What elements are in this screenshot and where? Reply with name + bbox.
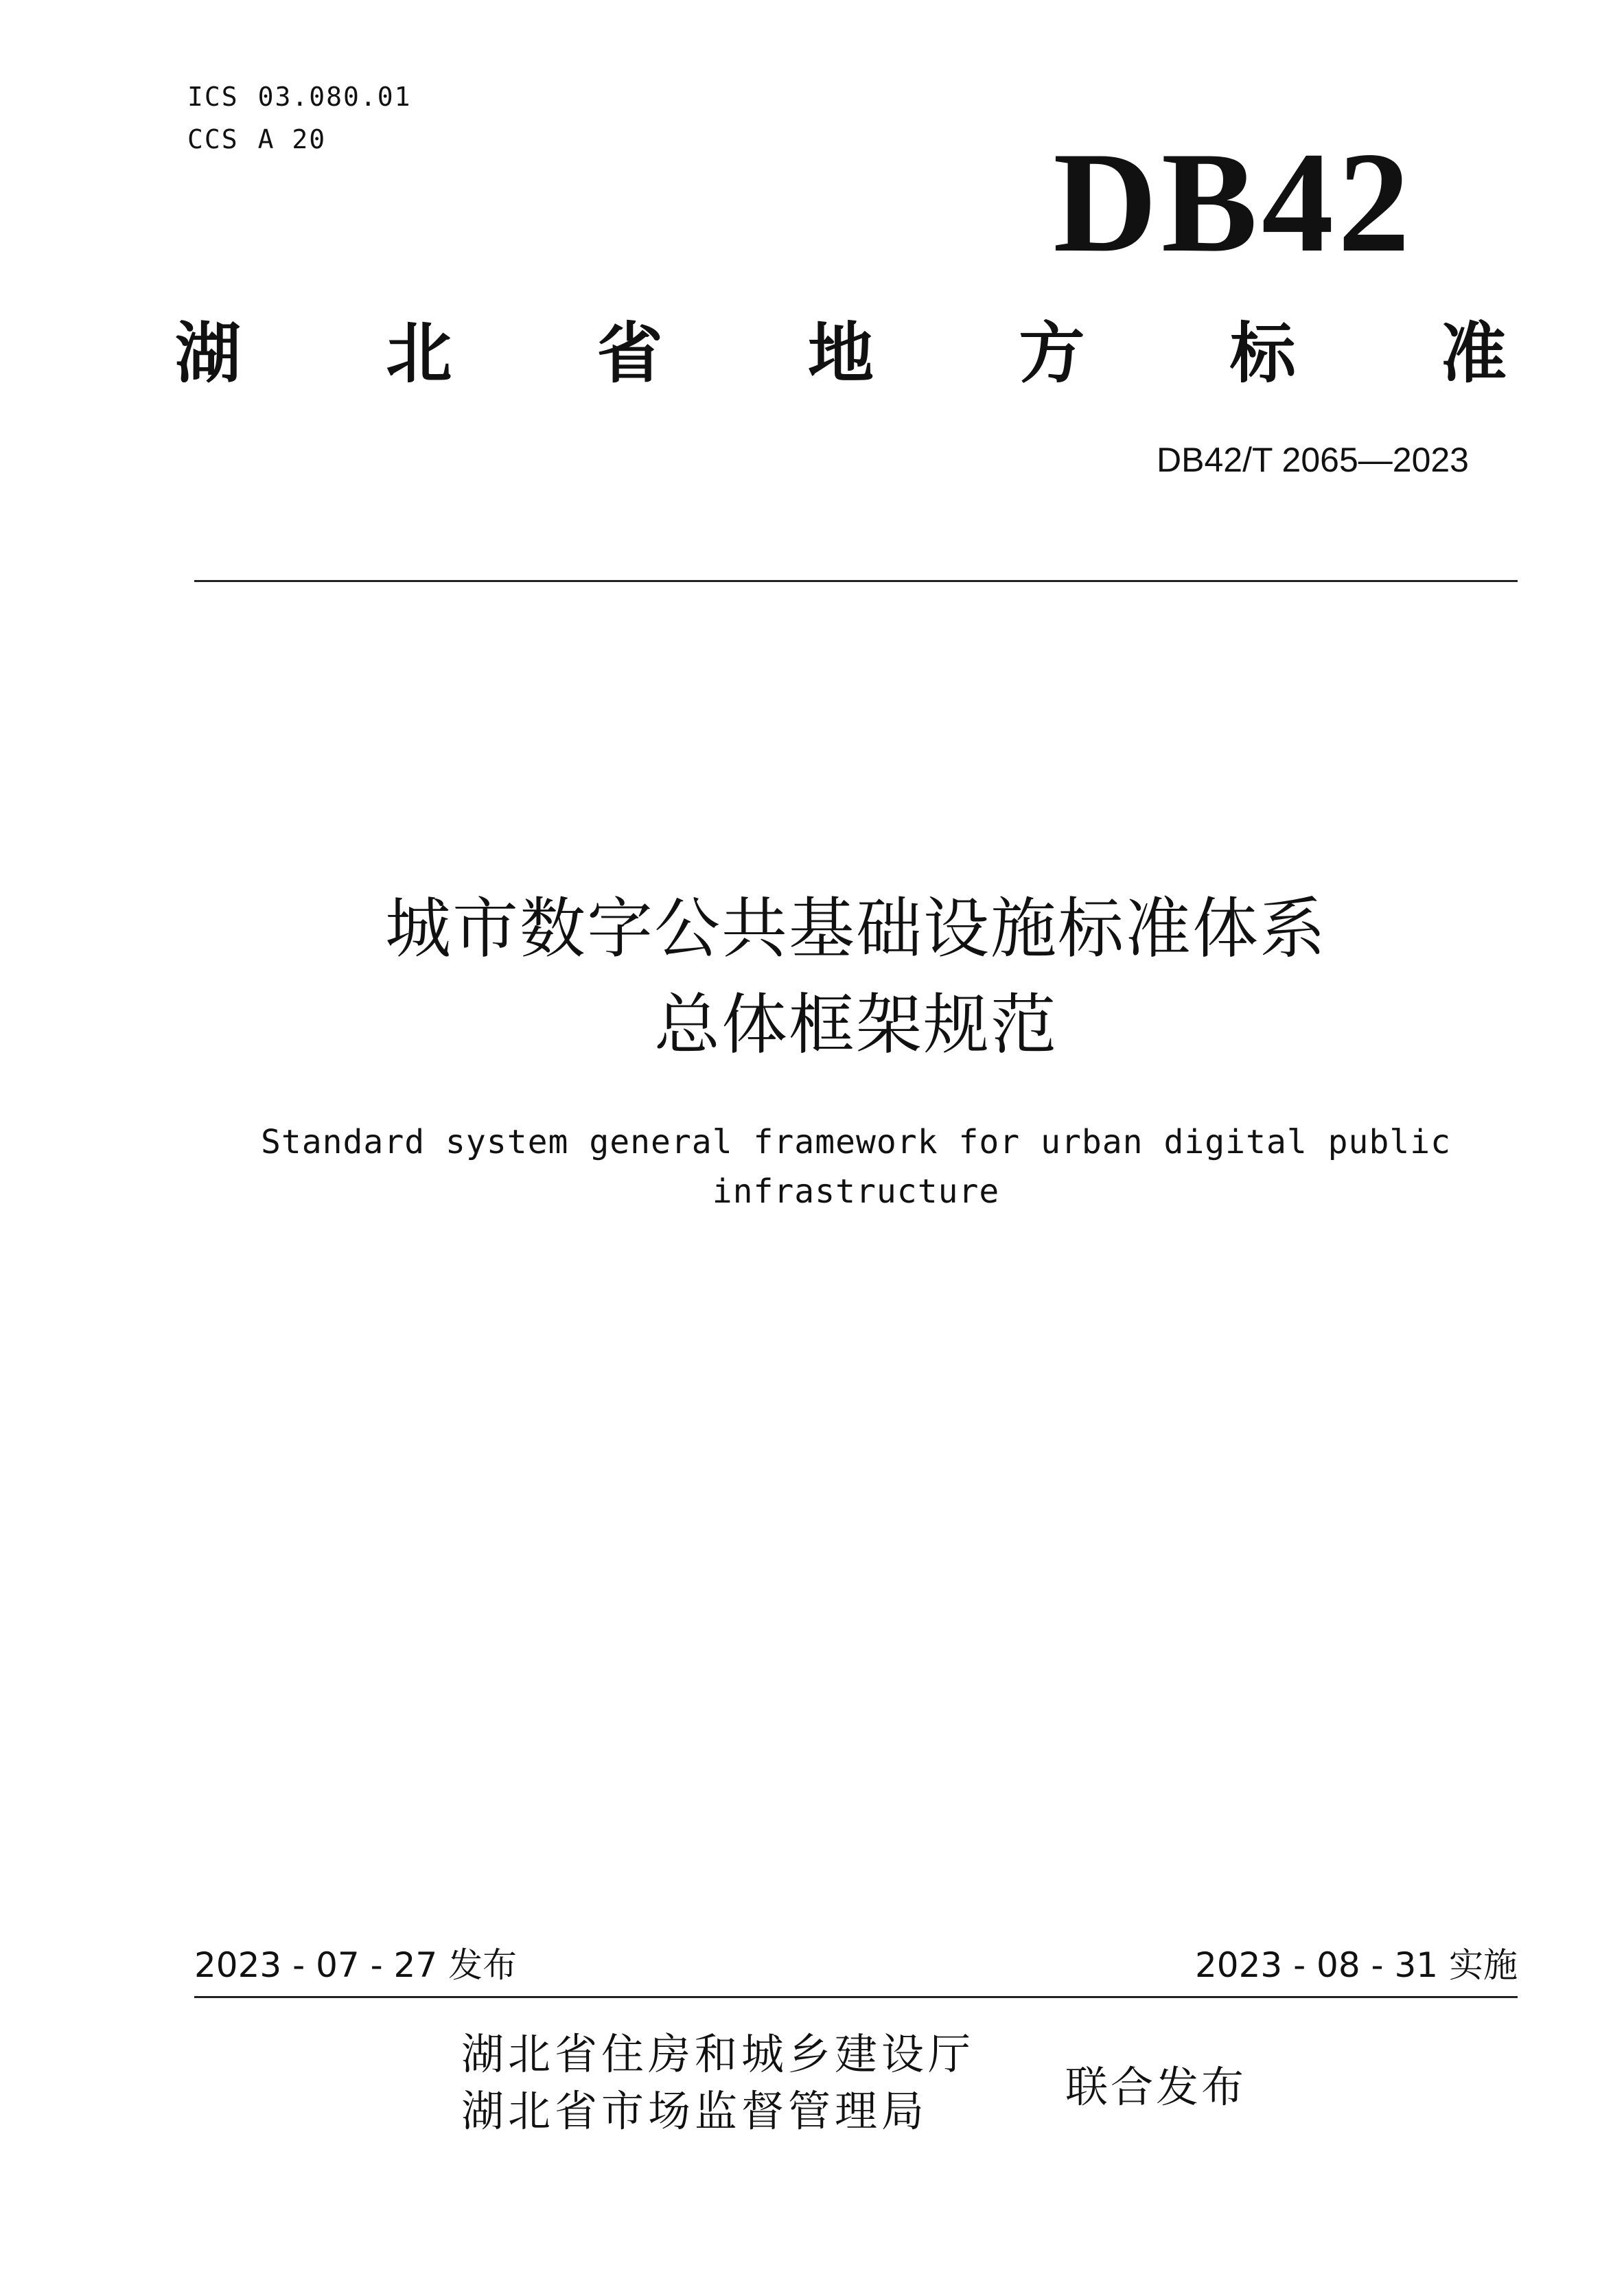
banner-char: 省 [596, 315, 663, 392]
ccs-label: CCS [187, 124, 239, 154]
issuer-line1: 湖北省住房和城乡建设厅 [461, 2029, 975, 2079]
bottom-divider [194, 1996, 1518, 1998]
title-cn-line2: 总体框架规范 [654, 986, 1058, 1063]
banner-char: 湖 [175, 315, 241, 392]
title-en-line2: infrastructure [712, 1172, 1000, 1211]
banner-char: 准 [1440, 315, 1507, 392]
ccs-value: A 20 [257, 124, 327, 154]
banner-char: 方 [1019, 315, 1085, 392]
banner-char: 北 [386, 315, 452, 392]
implementation-date: 2023 - 08 - 31 实施 [1194, 1945, 1518, 1985]
title-cn-line1: 城市数字公共基础设施标准体系 [385, 890, 1327, 967]
top-divider [194, 580, 1518, 582]
banner-char: 地 [807, 315, 874, 392]
joint-release-label: 联合发布 [1065, 2062, 1247, 2112]
standard-number: DB42/T 2065—2023 [1157, 441, 1469, 479]
ics-label: ICS [187, 82, 239, 112]
ccs-code [187, 126, 345, 152]
ics-code [187, 84, 431, 110]
banner-char: 标 [1229, 315, 1296, 392]
issuer-line2: 湖北省市场监督管理局 [461, 2086, 929, 2136]
release-date: 2023 - 07 - 27 发布 [194, 1945, 518, 1985]
title-en-line1: Standard system general framework for urban digital public [260, 1123, 1452, 1161]
ics-value: 03.080.01 [257, 82, 412, 112]
db-mark: DB42 [1053, 123, 1414, 282]
standard-type-banner [175, 312, 1507, 395]
